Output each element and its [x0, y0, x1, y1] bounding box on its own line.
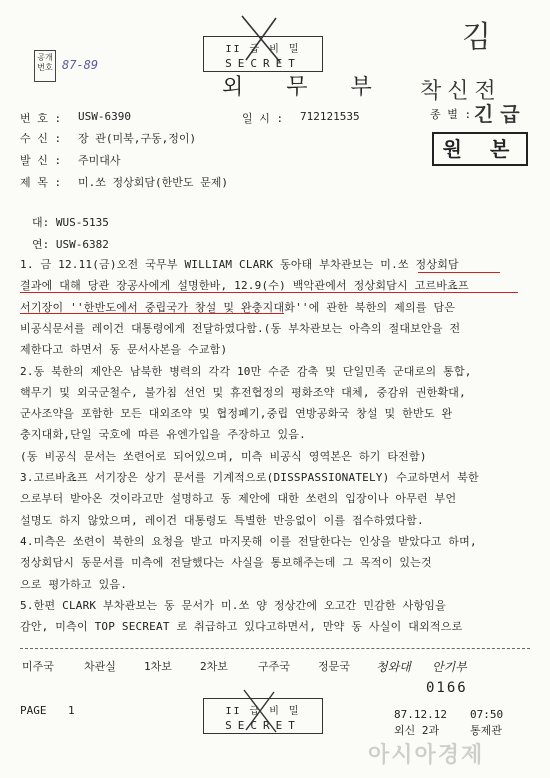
page-label: PAGE: [20, 704, 47, 717]
body-line: 4.미측은 쏘련이 북한의 요청을 받고 마지못해 이를 전달한다는 인상을 받았다고 하며,: [20, 534, 477, 548]
reference-dae: 대: WUS-5135: [32, 216, 109, 229]
body-line: 으로 평가하고 있음.: [20, 577, 128, 591]
number-value: USW-6390: [78, 110, 131, 123]
body-line: 서기장이 ''한반도에서 중립국가 창설 및 완충지대화''에 관한 북한의 제의를 담은: [20, 300, 456, 314]
body-line: (동 비공식 문서는 쏘련어로 되어있으며, 미측 비공식 영역본은 하기 타전함): [20, 449, 427, 463]
classification-level-bottom: II 급 비 밀: [225, 706, 301, 717]
body-line: 군사조약을 포함한 모든 대외조약 및 협정폐기,중립 연방공화국 창설 및 한반도 완: [20, 407, 453, 421]
distribution-item: 1차보: [144, 660, 172, 673]
red-underline-1: [418, 272, 500, 273]
archive-stamp: 공개 번호: [34, 50, 56, 82]
distribution-item: 미주국: [22, 660, 54, 673]
document-page-number: 0166: [426, 680, 468, 696]
body-line: 충지대화,단일 국호에 따른 유엔가입을 주장하고 있음.: [20, 428, 306, 442]
distribution-item: 구주국: [258, 660, 290, 673]
original-stamp: 원 본: [432, 132, 528, 166]
body-line: 으로부터 받아온 것이라고만 설명하고 동 제안에 대한 쏘련의 입장이나 아무런 부언: [20, 492, 457, 506]
distribution-item: 청와대: [376, 660, 411, 674]
timestamp-role: 통제관: [470, 724, 502, 737]
distribution-item: 안기부: [432, 660, 467, 674]
urgency-label: 종 별 :: [430, 108, 472, 121]
date-label: 일 시 :: [242, 112, 284, 125]
distribution-item: 정문국: [318, 660, 350, 673]
distribution-item: 차관실: [84, 660, 116, 673]
sender-value: 주미대사: [78, 154, 121, 167]
body-line: 5.한편 CLARK 부차관보는 동 문서가 미.쏘 양 정상간에 오고간 민감한 사항임을: [20, 598, 446, 612]
handwritten-receipt: 착신전: [420, 79, 502, 104]
body-line: 비공식문서를 레이건 대통령에게 전달하였다함.(동 부차관보는 아측의 절대보안을 전: [20, 321, 461, 335]
recipient-label: 수 신 :: [20, 132, 62, 145]
watermark: 아시아경제: [368, 743, 485, 768]
distribution-item: 2차보: [200, 660, 228, 673]
red-underline-2: [20, 292, 518, 293]
body-line: 설명도 하지 않았으며, 레이건 대통령도 특별한 반응없이 이를 접수하였다함.: [20, 513, 424, 527]
timestamp-dept: 외신 2과: [394, 724, 440, 737]
body-line: 핵무기 및 외국군철수, 불가침 선언 및 휴전협정의 평화조약 대체, 중감위 권한확대,: [20, 385, 466, 399]
classification-level: II 급 비 밀: [225, 44, 301, 55]
page-number: 1: [68, 704, 75, 717]
ministry-title: 외 무 부: [222, 75, 390, 100]
timestamp-time: 07:50: [470, 708, 504, 721]
body-line: 3.고르바쵸프 서기장은 상기 문서를 기계적으로(DISSPASSIONATELY) 수교하면서 북한: [20, 471, 479, 484]
number-label: 번 호 :: [20, 112, 62, 125]
strike-mark-bottom: [238, 688, 282, 734]
timestamp-date: 87.12.12: [394, 708, 447, 721]
strike-mark-top: [236, 14, 286, 64]
archive-number: 87-89: [62, 58, 99, 72]
red-underline-3: [20, 313, 284, 314]
sender-label: 발 신 :: [20, 154, 62, 167]
body-line: 2.동 북한의 제안은 남북한 병력의 각각 10만 수준 감축 및 단일민족 군대로의 통합,: [20, 364, 472, 378]
subject-label: 제 목 :: [20, 176, 62, 189]
handwritten-name: 김: [462, 20, 491, 55]
subject-value: 미.쏘 정상회담(한반도 문제): [78, 176, 228, 189]
reference-yeon: 연: USW-6382: [32, 238, 109, 251]
body-line: 제한다고 하면서 동 문서사본을 수교함): [20, 343, 228, 357]
date-value: 712121535: [300, 110, 360, 123]
urgency-value: 긴 급: [474, 102, 520, 126]
recipient-value: 장 관(미북,구동,정이): [78, 132, 197, 145]
body-line: 정상회담시 동문서를 미측에 전달했다는 사실을 통보해주는데 그 목적이 있는것: [20, 556, 432, 570]
classification-secret-bottom: SECRET: [225, 719, 301, 732]
body-line: 감안, 미측이 TOP SECREAT 로 취급하고 있다고하면서, 만약 동 사실이 대외적으로: [20, 620, 463, 634]
classification-secret: SECRET: [225, 57, 301, 70]
body-line: 결과에 대해 당관 장공사에게 설명한바, 12.9(수) 백악관에서 정상회담시 고르바쵸프: [20, 279, 469, 293]
body-line: 1. 금 12.11(금)오전 국무부 WILLIAM CLARK 동아태 부차관보는 미.쏘 정상회담: [20, 258, 459, 271]
divider: [20, 648, 530, 649]
